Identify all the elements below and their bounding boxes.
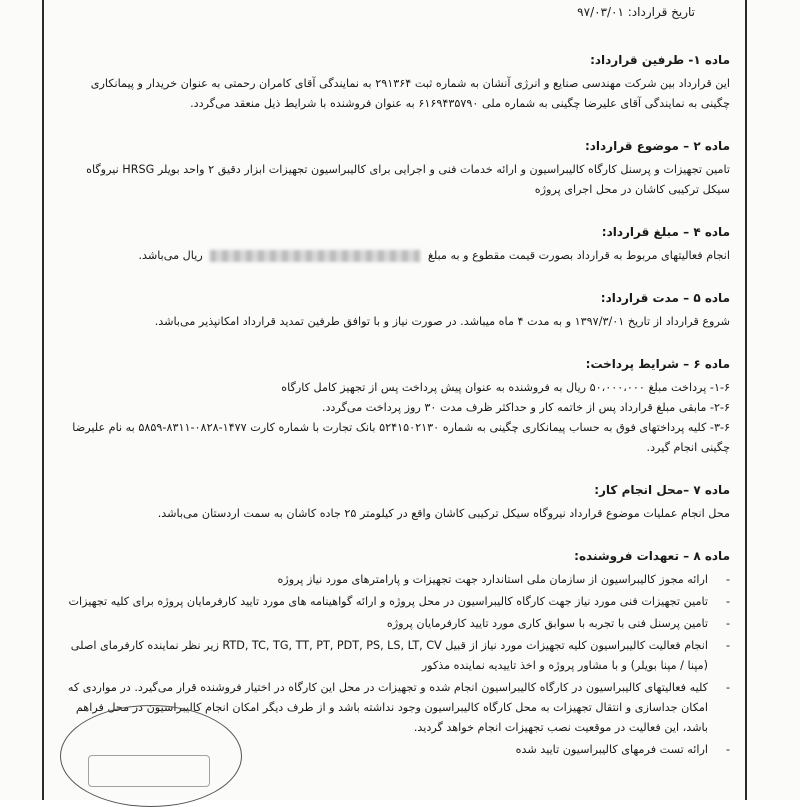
list-dash: - — [725, 743, 730, 756]
article-2 — [64, 136, 730, 200]
duty-item: - تامین تجهیزات فنی مورد نیاز جهت کارگاه کالیبراسیون در محل پروژه و ارائه گواهینامه های مورد تایید کارفرمایان پروژه برای کلیه تجهیزات — [64, 592, 730, 612]
payment-item-3: ۳-۶- کلیه پرداختهای فوق به حساب پیمانکاری چگینی به شماره ۵۲۴۱۵۰۲۱۳۰ بانک تجارت با شماره کارت ۱۴۷۷-۰۸۲۸-۸۳۱۱-۵۸۵۹ به نام علیرضا چگینی انجام گیرد. — [72, 421, 730, 454]
article-7-text: محل انجام عملیات موضوع قرارداد نیروگاه سیکل ترکیبی کاشان واقع در کیلومتر ۲۵ جاده کاشان به سمت اردستان می‌باشد. — [157, 507, 730, 520]
list-dash: - — [725, 617, 730, 630]
article-5 — [64, 288, 730, 332]
payment-item-1: ۱-۶- پرداخت مبلغ ۵۰،۰۰۰،۰۰۰ ریال به فروشنده به عنوان پیش پرداخت پس از تجهیز کامل کارگاه — [281, 381, 730, 394]
article-5-heading: ماده ۵ – مدت قرارداد: — [600, 291, 730, 305]
list-dash: - — [725, 573, 730, 586]
article-2-text: تامین تجهیزات و پرسنل کارگاه کالیبراسیون و ارائه خدمات فنی و اجرایی برای کالیبراسیون تجهیزات ابزار دقیق ۲ واحد بویلر HRSG نیروگاه سیکل ترکیبی کاشان در محل اجرای پروژه — [86, 163, 730, 196]
article-4 — [64, 222, 730, 266]
left-border-line — [42, 0, 44, 800]
article-4-text — [64, 246, 730, 266]
stamp-box-icon — [88, 755, 210, 787]
article-4-heading: ماده ۴ – مبلغ قرارداد: — [601, 225, 730, 239]
duty-item: - انجام فعالیت کالیبراسیون کلیه تجهیزات مورد نیاز از قبیل RTD, TC, TG, TT, PT, PDT, PS, LS, LT, CV زیر نظر نماینده کارفرمای اصلی (مپنا / مپنا بویلر) و با مشاور پروژه و اخذ تاییدیه نماینده مذکور — [64, 636, 730, 676]
contract-body — [64, 50, 730, 782]
article-6 — [64, 354, 730, 458]
duty-item: - تامین پرسنل فنی با تجربه با سوابق کاری مورد تایید کارفرمایان پروژه — [64, 614, 730, 634]
article-6-heading: ماده ۶ – شرایط پرداخت: — [585, 357, 730, 371]
list-dash: - — [725, 681, 730, 694]
contract-date: تاریخ قرارداد: ۹۷/۰۳/۰۱ — [577, 5, 695, 19]
right-border-line — [745, 0, 747, 800]
article-5-text: شروع قرارداد از تاریخ ۱۳۹۷/۳/۰۱ و به مدت ۴ ماه میباشد. در صورت نیاز و با توافق طرفین تمدید قرارداد امکانپذیر می‌باشد. — [154, 315, 730, 328]
duty-item: - کلیه فعالیتهای کالیبراسیون در کارگاه کالیبراسیون انجام شده و تجهیزات در محل این کارگاه در اختیار فروشنده قرار می‌گیرد. در مواردی که امکان جداسازی و انتقال تجهیزات به محل کارگاه کالیبراسیون وجود نداشته باشد و از طرف دیگر امکان انجام کالیبراسیون در محل فراهم باشد، این فعالیت در موقعیت نصب تجهیزات انجام خواهد گردید. — [64, 678, 730, 738]
article-1 — [64, 50, 730, 114]
payment-item-2: ۲-۶- مابقی مبلغ قرارداد پس از خاتمه کار و حداکثر ظرف مدت ۳۰ روز پرداخت می‌گردد. — [321, 401, 730, 414]
article-4-text-before: انجام فعالیتهای مربوط به قرارداد بصورت قیمت مقطوع و به مبلغ — [427, 249, 730, 262]
list-dash: - — [725, 639, 730, 652]
article-7-heading: ماده ۷ –محل انجام کار: — [594, 483, 730, 497]
duty-item: - ارائه تست فرمهای کالیبراسیون تایید شده — [64, 740, 730, 760]
article-7 — [64, 480, 730, 524]
article-4-text-after: ریال می‌باشد. — [138, 249, 203, 262]
article-1-heading: ماده ۱- طرفین قرارداد: — [590, 53, 730, 67]
article-8-heading: ماده ۸ – تعهدات فروشنده: — [574, 549, 730, 563]
redacted-amount — [210, 250, 420, 262]
list-dash: - — [725, 595, 730, 608]
article-2-heading: ماده ۲ – موضوع قرارداد: — [584, 139, 730, 153]
article-1-text: این قرارداد بین شرکت مهندسی صنایع و انرژی آنشان به شماره ثبت ۲۹۱۳۶۴ به نمایندگی آقای کامران رحمتی به عنوان خریدار و پیمانکاری چگینی به نمایندگی آقای علیرضا چگینی به شماره ملی ۶۱۶۹۴۳۵۷۹۰ به عنوان فروشنده با شرایط ذیل منعقد می‌گردد. — [90, 77, 730, 110]
duty-item: - ارائه مجوز کالیبراسیون از سازمان ملی استاندارد جهت تجهیزات و پارامترهای مورد نیاز پروژه — [64, 570, 730, 590]
